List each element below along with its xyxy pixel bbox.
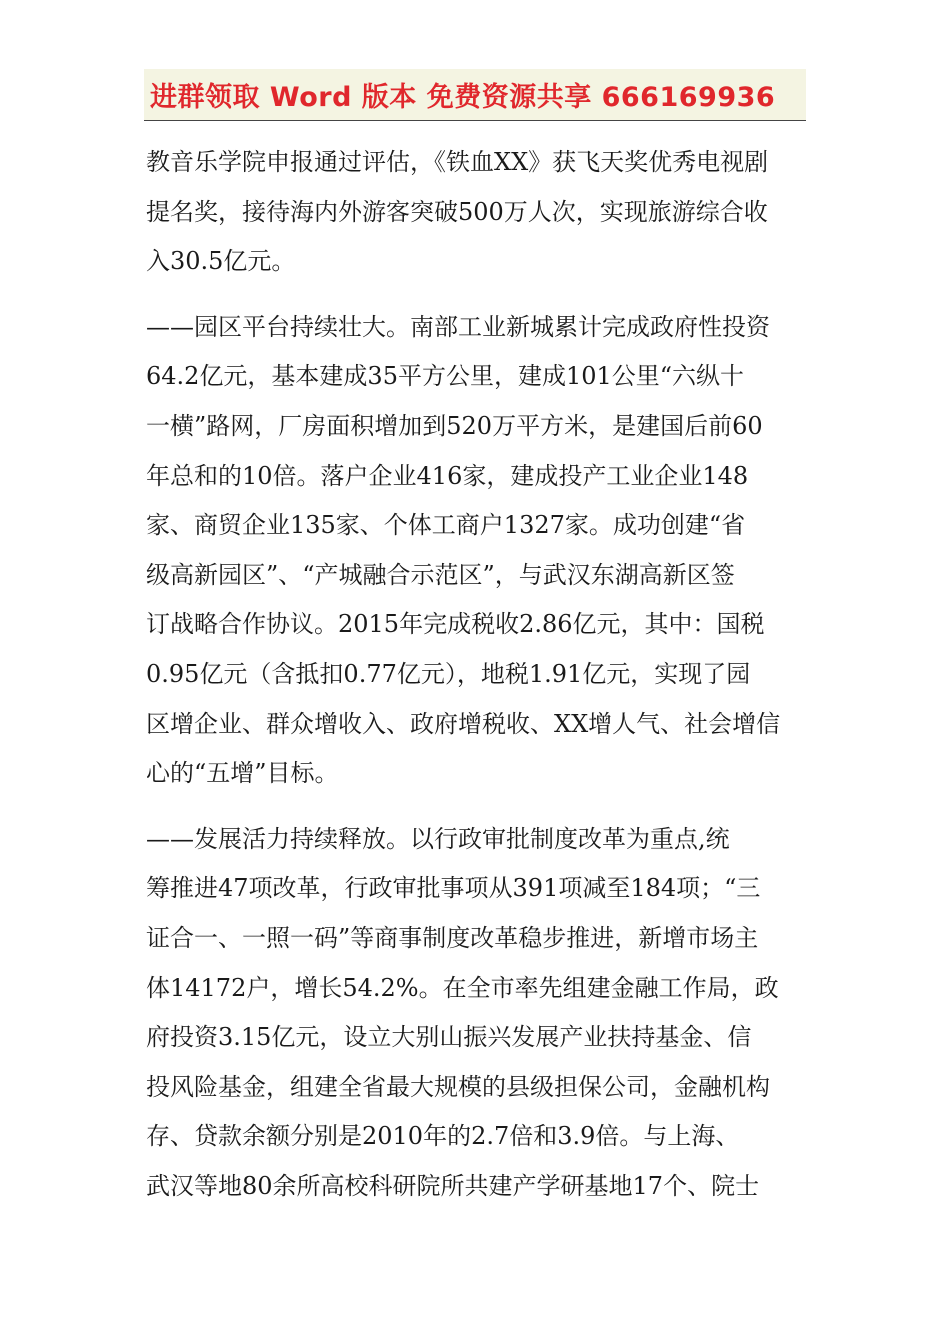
text-line: ——园区平台持续壮大。南部工业新城累计完成政府性投资 — [146, 312, 770, 341]
text-line: 级高新园区”、“产城融合示范区”，与武汉东湖高新区签 — [146, 560, 735, 589]
text-line: 入30.5亿元。 — [146, 247, 296, 276]
text-line: 存、贷款余额分别是2010年的2.7倍和3.9倍。与上海、 — [146, 1122, 740, 1151]
text-line: 一横”路网，厂房面积增加到520万平方米，是建国后前60 — [146, 411, 763, 440]
text-line: 府投资3.15亿元，设立大别山振兴发展产业扶持基金、信 — [146, 1023, 752, 1052]
text-line: ——发展活力持续释放。以行政审批制度改革为重点,统 — [146, 824, 730, 853]
text-line: 心的“五增”目标。 — [146, 759, 339, 788]
text-line: 提名奖，接待海内外游客突破500万人次，实现旅游综合收 — [146, 197, 768, 226]
text-line: 订战略合作协议。2015年完成税收2.86亿元，其中：国税 — [146, 610, 765, 639]
paragraph — [146, 138, 806, 287]
text-line: 教音乐学院申报通过评估，《铁血XX》获飞天奖优秀电视剧 — [146, 148, 769, 176]
text-line: 筹推进47项改革，行政审批事项从391项减至184项；“三 — [146, 874, 761, 903]
text-line: 武汉等地80余所高校科研院所共建产学研基地17个、院士 — [146, 1171, 760, 1200]
text-line: 证合一、一照一码”等商事制度改革稳步推进，新增市场主 — [146, 923, 759, 952]
text-line: 家、商贸企业135家、个体工商户1327家。成功创建“省 — [146, 511, 746, 540]
text-line: 64.2亿元，基本建成35平方公里，建成101公里“六纵十 — [146, 362, 745, 391]
paragraph — [146, 303, 806, 799]
text-line: 体14172户，增长54.2%。在全市率先组建金融工作局，政 — [146, 973, 779, 1002]
paragraph — [146, 815, 806, 1212]
text-line: 投风险基金，组建全省最大规模的县级担保公司，金融机构 — [146, 1072, 770, 1101]
text-line: 0.95亿元（含抵扣0.77亿元），地税1.91亿元，实现了园 — [146, 659, 751, 688]
text-line: 区增企业、群众增收入、政府增税收、XX增人气、社会增信 — [146, 709, 781, 738]
promo-banner — [144, 69, 806, 121]
text-line: 年总和的10倍。落户企业416家，建成投产工业企业148 — [146, 461, 749, 490]
document-body — [146, 138, 806, 1211]
promo-banner-text: 进群领取 Word 版本 免费资源共享 666169936 — [150, 82, 776, 113]
